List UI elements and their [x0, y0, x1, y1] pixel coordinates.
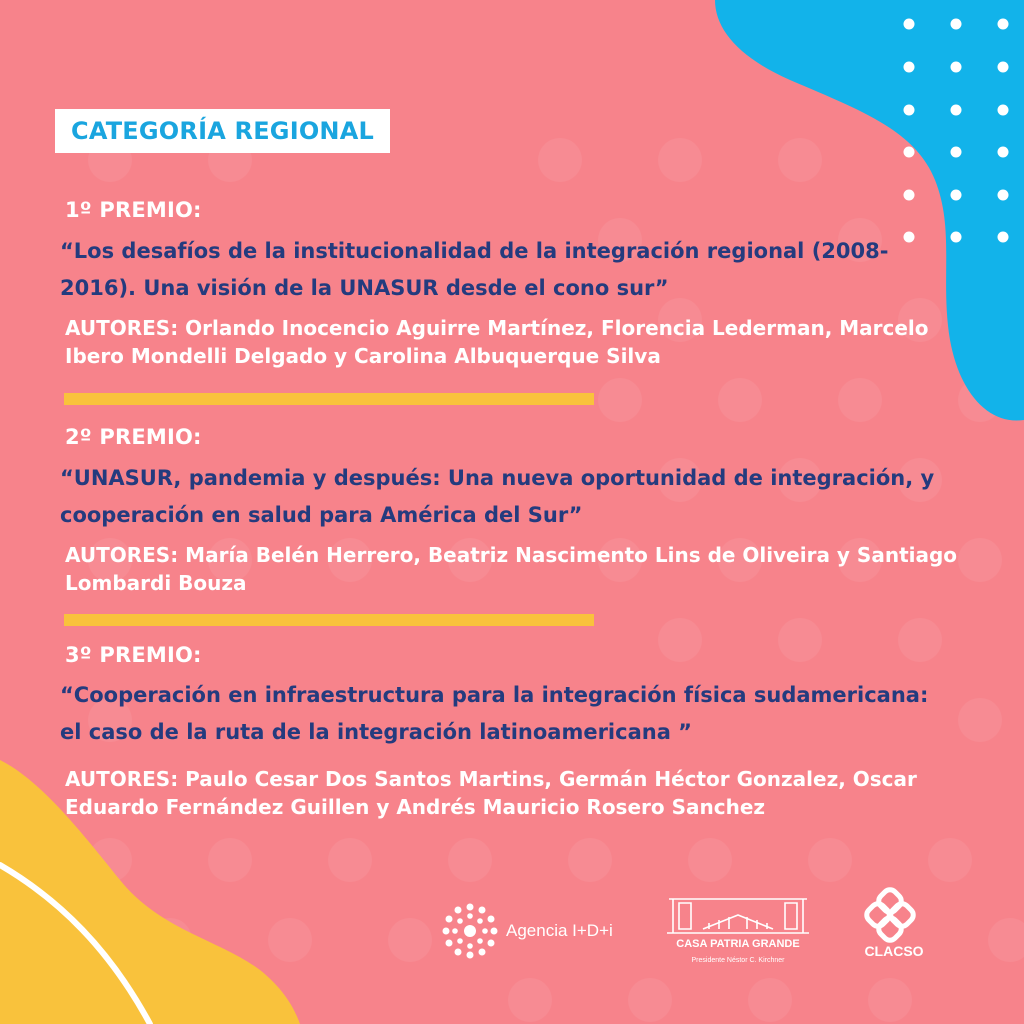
clacso-knot-icon	[858, 887, 930, 943]
clacso-logo	[858, 887, 930, 967]
prize-3-authors: AUTORES: Paulo Cesar Dos Santos Martins, Germán Héctor Gonzalez, Oscar Eduardo Fernández Guillen y Andrés Mauricio Rosero Sanchez	[65, 767, 917, 819]
prize-1-label: 1º PREMIO:	[65, 198, 202, 222]
prize-1-title: “Los desafíos de la institucionalidad de la integración regional (2008-2016). Una visión de la UNASUR desde el cono sur”	[60, 239, 889, 300]
prize-2-label: 2º PREMIO:	[65, 425, 202, 449]
clacso-logo-text: CLACSO	[864, 943, 924, 959]
prize-3-label: 3º PREMIO:	[65, 643, 202, 667]
prize-3-title: “Cooperación en infraestructura para la integración física sudamericana: el caso de la ruta de la integración latinoamericana ”	[60, 683, 929, 744]
divider-1	[64, 393, 594, 405]
divider-2	[64, 614, 594, 626]
category-badge: CATEGORÍA REGIONAL	[55, 109, 390, 153]
casa-logo-title: CASA PATRIA GRANDE	[676, 938, 800, 950]
casa-logo-subtitle: Presidente Néstor C. Kirchner	[691, 957, 785, 964]
casa-patria-grande-logo	[663, 893, 813, 981]
agencia-logo	[442, 903, 613, 959]
prize-2-title: “UNASUR, pandemia y después: Una nueva oportunidad de integración, y cooperación en salud para América del Sur”	[60, 466, 935, 527]
prize-2-authors: AUTORES: María Belén Herrero, Beatriz Nascimento Lins de Oliveira y Santiago Lombardi Bouza	[65, 543, 958, 595]
agencia-logo-text: Agencia I+D+i	[506, 921, 613, 940]
casa-building-icon	[663, 893, 813, 937]
prize-1-authors: AUTORES: Orlando Inocencio Aguirre Martínez, Florencia Lederman, Marcelo Ibero Mondelli Delgado y Carolina Albuquerque Silva	[65, 316, 929, 368]
agencia-burst-icon	[442, 903, 498, 959]
